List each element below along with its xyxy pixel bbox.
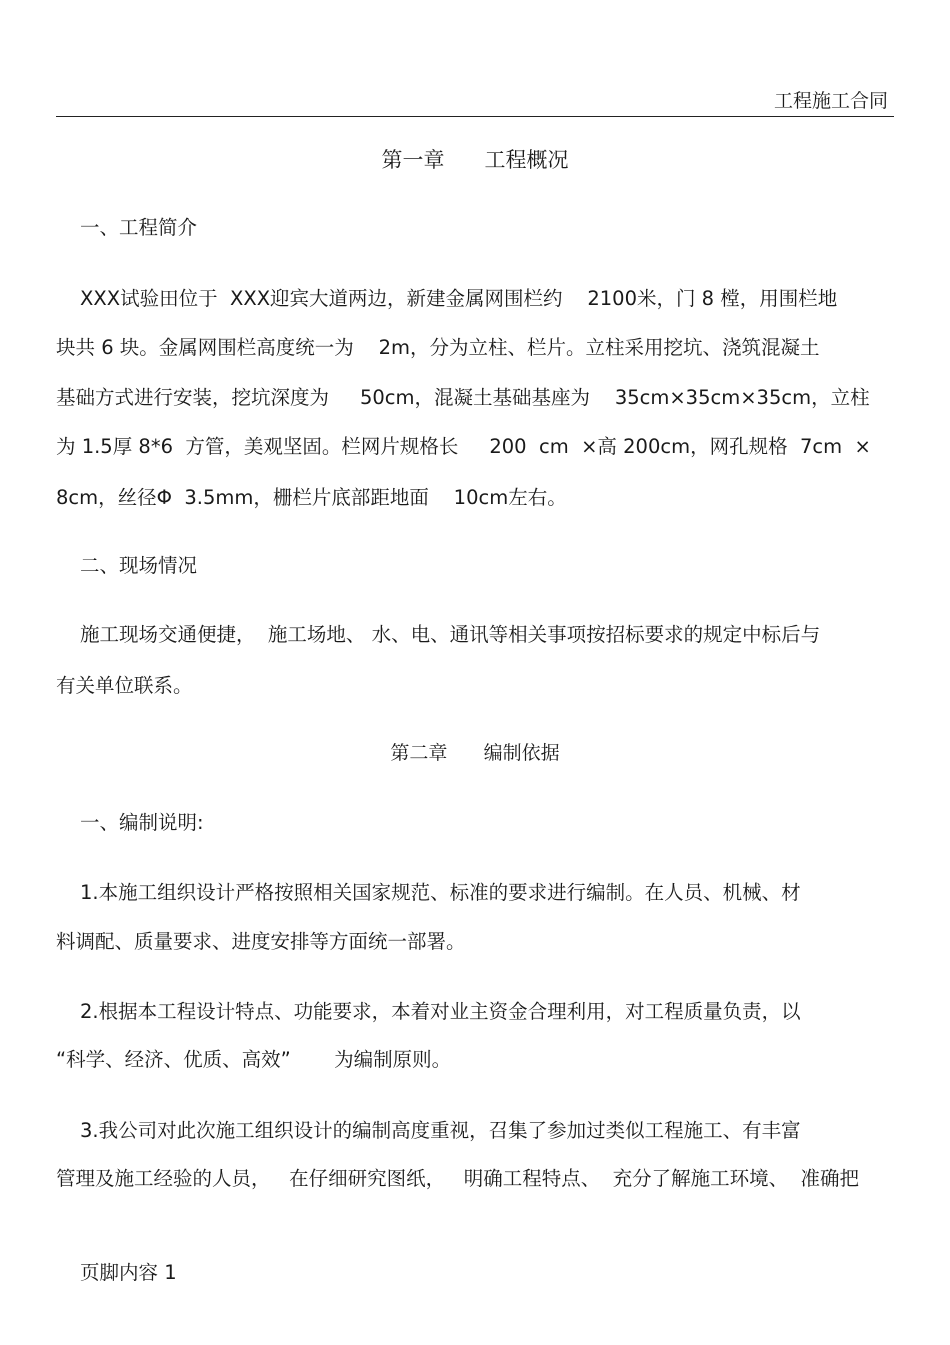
paragraph-line: XXX试验田位于 XXX迎宾大道两边，新建金属网围栏约 2100米，门 8 樘，用围栏地 [80, 287, 838, 310]
paragraph-line: 8cm，丝径Φ 3.5mm，栅栏片底部距地面 10cm左右。 [56, 486, 567, 509]
header-title: 工程施工合同 [773, 90, 888, 112]
list-item-line: “科学、经济、优质、高效” 为编制原则。 [56, 1048, 452, 1071]
list-item-line: 管理及施工经验的人员， 在仔细研究图纸， 明确工程特点、 充分了解施工环境、 准确把 [56, 1167, 859, 1190]
header-divider [56, 116, 894, 117]
list-item-line: 1.本施工组织设计严格按照相关国家规范、标准的要求进行编制。在人员、机械、材 [80, 881, 801, 904]
chapter-1-title: 第一章 工程概况 [381, 148, 569, 172]
paragraph-line: 有关单位联系。 [56, 674, 193, 697]
section-heading-site-conditions: 二、现场情况 [80, 554, 198, 577]
list-item-line: 料调配、质量要求、进度安排等方面统一部署。 [56, 930, 466, 953]
paragraph-line: 施工现场交通便捷， 施工场地、 水、电、通讯等相关事项按招标要求的规定中标后与 [80, 623, 821, 646]
paragraph-line: 为 1.5厚 8*6 方管，美观坚固。栏网片规格长 200 cm ×高 200cm，网孔规格 7cm × [56, 435, 871, 458]
paragraph-line: 基础方式进行安装，挖坑深度为 50cm，混凝土基础基座为 35cm×35cm×35cm，立柱 [56, 386, 870, 409]
list-item-line: 2.根据本工程设计特点、功能要求，本着对业主资金合理利用，对工程质量负责，以 [80, 1000, 801, 1023]
page-footer: 页脚内容 1 [80, 1261, 177, 1284]
chapter-2-title: 第二章 编制依据 [390, 742, 560, 764]
section-heading-compilation-notes: 一、编制说明: [80, 811, 204, 834]
list-item-line: 3.我公司对此次施工组织设计的编制高度重视，召集了参加过类似工程施工、有丰富 [80, 1119, 801, 1142]
paragraph-line: 块共 6 块。金属网围栏高度统一为 2m，分为立柱、栏片。立柱采用挖坑、浇筑混凝土 [56, 336, 820, 359]
section-heading-project-intro: 一、工程简介 [80, 216, 198, 239]
